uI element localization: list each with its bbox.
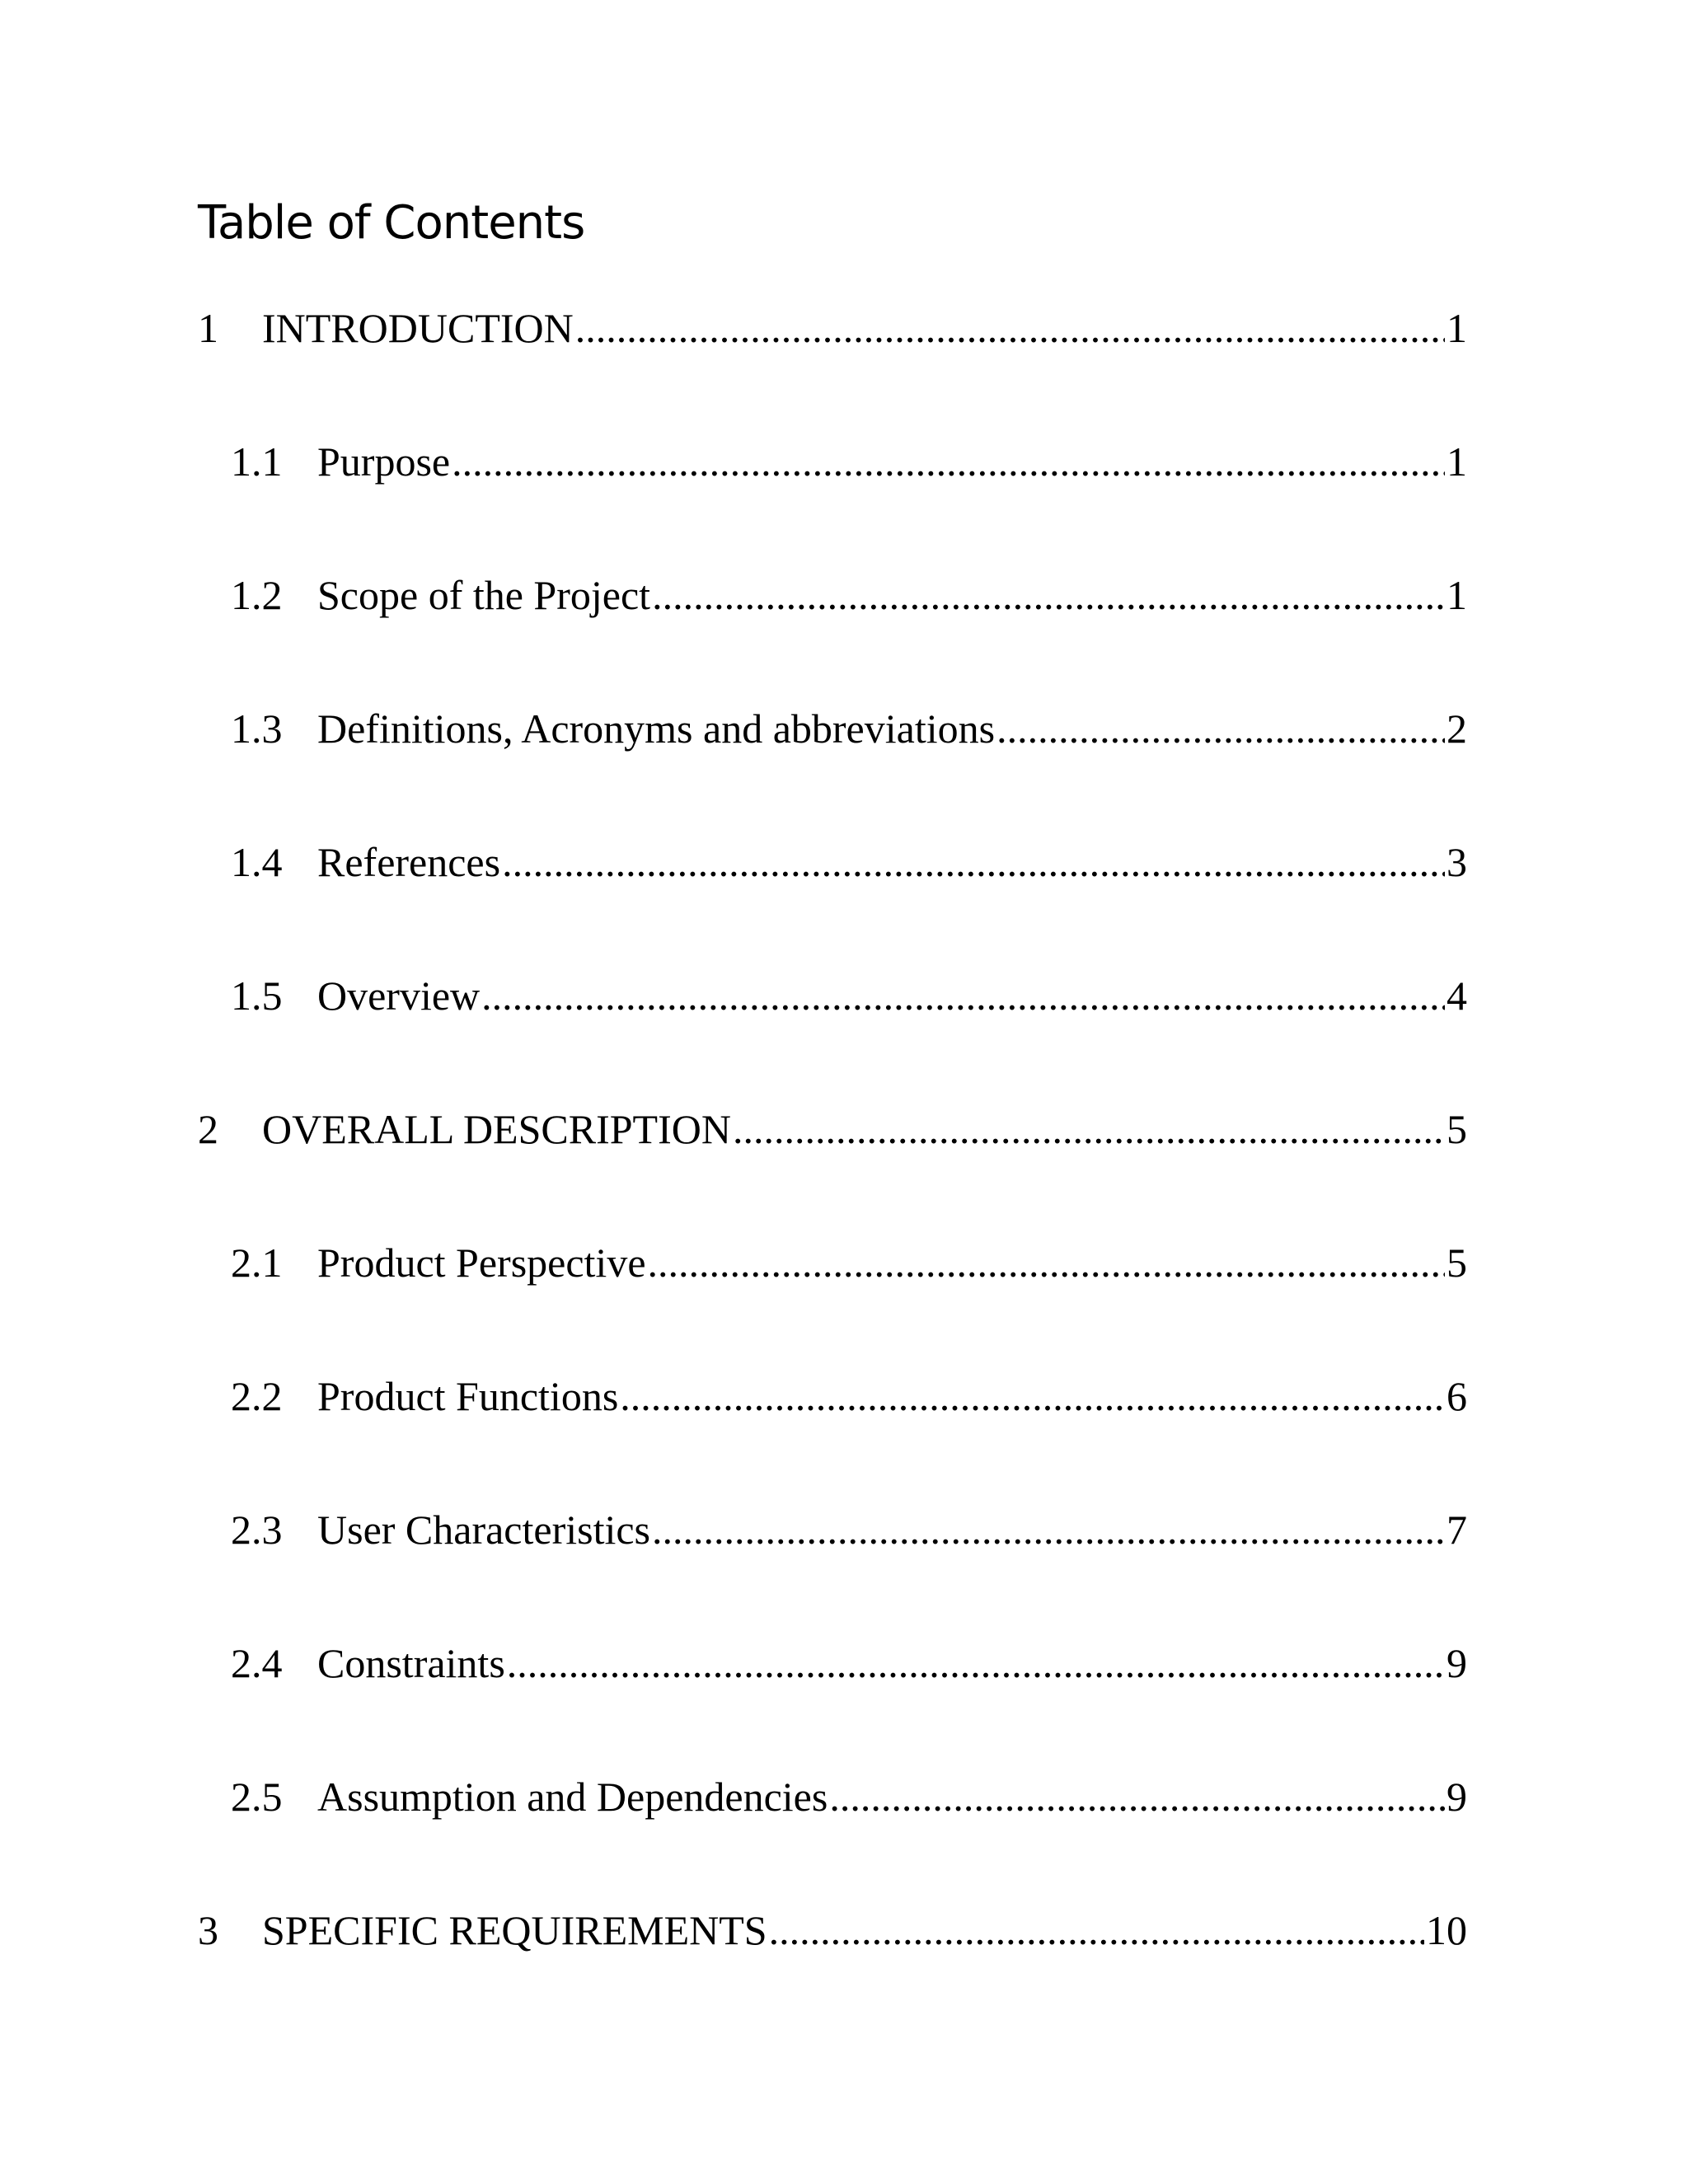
- toc-entry-title: Scope of the Project: [317, 572, 651, 618]
- toc-dot-leader: [733, 1104, 1445, 1154]
- toc-entry-number: 2.3: [231, 1507, 283, 1553]
- toc-entry-number: 3: [198, 1907, 218, 1953]
- toc-dot-leader: [502, 837, 1445, 887]
- toc-entry-overview[interactable]: [231, 971, 1467, 1020]
- toc-entry-number: 1.5: [231, 972, 283, 1019]
- toc-entry-title: User Characteristics: [317, 1507, 651, 1553]
- toc-entry-definitions[interactable]: [231, 704, 1467, 753]
- toc-title: Table of Contents: [198, 196, 585, 250]
- toc-dot-leader: [652, 570, 1445, 620]
- toc-entry-page: 6: [1447, 1373, 1467, 1419]
- toc-entry-introduction[interactable]: [198, 303, 1467, 353]
- toc-entry-references[interactable]: [231, 837, 1467, 887]
- toc-dot-leader: [452, 437, 1445, 486]
- toc-entry-user-characteristics[interactable]: [231, 1505, 1467, 1554]
- toc-entry-assumptions[interactable]: [231, 1772, 1467, 1821]
- toc-entry-purpose[interactable]: [231, 437, 1467, 486]
- toc-entry-page: 1: [1447, 305, 1467, 351]
- toc-entry-constraints[interactable]: [231, 1638, 1467, 1688]
- toc-entry-number: 1.1: [231, 438, 283, 485]
- toc-entry-number: 1: [198, 305, 218, 351]
- toc-entry-page: 1: [1447, 572, 1467, 618]
- toc-dot-leader: [829, 1772, 1445, 1821]
- toc-entry-page: 7: [1447, 1507, 1467, 1553]
- toc-dot-leader: [996, 704, 1445, 753]
- toc-entry-title: Assumption and Dependencies: [317, 1774, 828, 1820]
- toc-entry-number: 1.2: [231, 572, 283, 618]
- toc-entry-page: 4: [1447, 972, 1467, 1019]
- toc-entry-title: Purpose: [317, 438, 451, 485]
- toc-entry-title: INTRODUCTION: [262, 305, 574, 351]
- toc-entry-title: Constraints: [317, 1640, 505, 1686]
- toc-dot-leader: [481, 971, 1445, 1020]
- toc-entry-number: 1.3: [231, 705, 283, 752]
- toc-entry-title: Product Functions: [317, 1373, 619, 1419]
- toc-dot-leader: [507, 1638, 1445, 1688]
- toc-entry-page: 9: [1447, 1774, 1467, 1820]
- toc-entry-number: 1.4: [231, 839, 283, 885]
- toc-entry-product-perspective[interactable]: [231, 1238, 1467, 1287]
- toc-dot-leader: [769, 1905, 1424, 1955]
- toc-entry-title: SPECIFIC REQUIREMENTS: [262, 1907, 767, 1953]
- toc-entry-overall-description[interactable]: [198, 1104, 1467, 1154]
- toc-dot-leader: [648, 1238, 1445, 1287]
- toc-entry-number: 2.2: [231, 1373, 283, 1419]
- toc-entry-page: 5: [1447, 1240, 1467, 1286]
- toc-entry-title: Product Perspective: [317, 1240, 646, 1286]
- toc-entry-page: 5: [1447, 1106, 1467, 1152]
- toc-entry-page: 10: [1426, 1907, 1467, 1953]
- toc-entry-title: References: [317, 839, 501, 885]
- toc-entry-title: OVERALL DESCRIPTION: [262, 1106, 731, 1152]
- toc-entry-number: 2.5: [231, 1774, 283, 1820]
- toc-entry-number: 2: [198, 1106, 218, 1152]
- toc-entry-number: 2.1: [231, 1240, 283, 1286]
- toc-dot-leader: [620, 1371, 1445, 1421]
- toc-entry-scope[interactable]: [231, 570, 1467, 620]
- toc-entry-number: 2.4: [231, 1640, 283, 1686]
- toc-entry-page: 3: [1447, 839, 1467, 885]
- toc-entry-product-functions[interactable]: [231, 1371, 1467, 1421]
- toc-dot-leader: [575, 303, 1445, 353]
- toc-entry-title: Overview: [317, 972, 481, 1019]
- toc-entry-specific-requirements[interactable]: [198, 1905, 1467, 1955]
- toc-entry-page: 2: [1447, 705, 1467, 752]
- toc-entry-title: Definitions, Acronyms and abbreviations: [317, 705, 996, 752]
- toc-entry-page: 9: [1447, 1640, 1467, 1686]
- toc-entry-page: 1: [1447, 438, 1467, 485]
- toc-dot-leader: [652, 1505, 1445, 1554]
